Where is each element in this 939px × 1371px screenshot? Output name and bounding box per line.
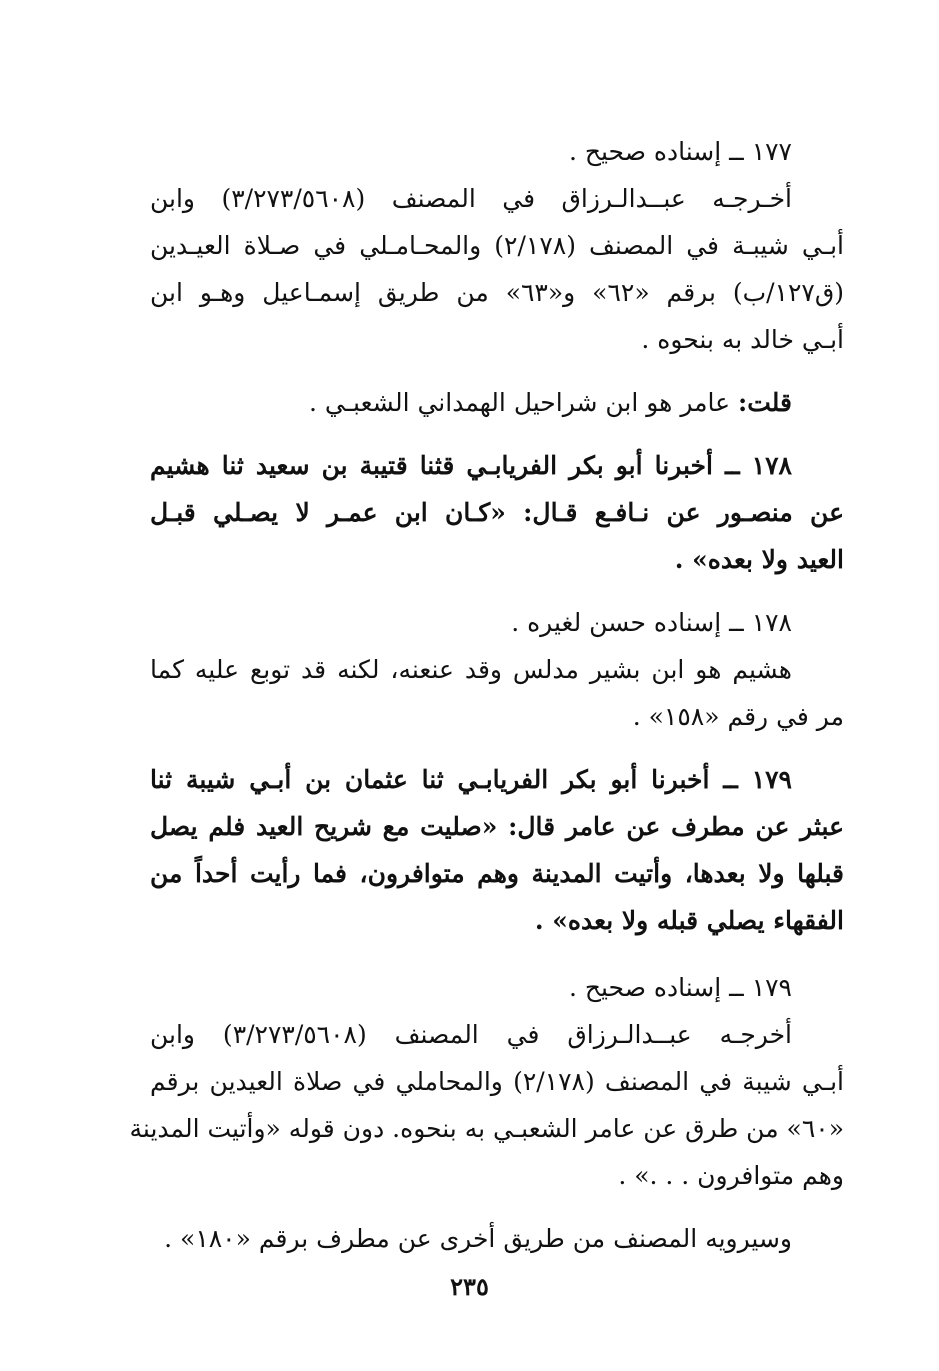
hadith-line: عن منصـور عن نـافـع قـال: «كـان ابن عمـر لا يصـلي قبـل [150,498,844,527]
note-line [150,379,844,426]
hadith-line: العيد ولا بعده» . [674,545,844,574]
text-line: وسيرويه المصنف من طريق أخرى عن مطرف برقم «١٨٠» . [164,1224,792,1253]
text-line: أخرجـه عبــدالـرزاق في المصنف (٣/٢٧٣/٥٦٠٨) وابن [150,1020,792,1049]
heading-line: ١٧٨ ــ إسناده حسن لغيره . [511,608,792,637]
text-line: وهم متوافرون . . .» . [618,1161,844,1190]
page-number: ٢٣٥ [450,1272,489,1301]
commentary-178 [150,599,844,740]
heading-line: ١٧٧ ــ إسناده صحيح . [568,137,792,166]
text-line: أخـرجـه عبــدالـرزاق في المصنف (٣/٢٧٣/٥٦٠٨) وابن [150,184,792,213]
note-lead: قلت: [737,388,792,417]
note-block [150,379,844,426]
text-line: أبـي شيبـة في المصنف (٢/١٧٨) والمحـامـلي في صـلاة العيـدين [150,231,845,260]
commentary-179 [129,964,844,1199]
note-text: عامر هو ابن شراحيل الهمداني الشعبـي . [309,388,738,417]
text-line: «٦٠» من طرق عن عامر الشعبـي به بنحوه. دون قوله «وأتيت المدينة [129,1114,844,1143]
text-line: (ق١٢٧/ب) برقم «٦٢» و«٦٣» من طريق إسمـاعيل وهـو ابن [150,278,844,307]
hadith-line: ١٧٨ ــ أخبرنا أبو بكر الفريابـي قثنا قتيبة بن سعيد ثنا هشيم [150,451,792,480]
hadith-line: الفقهاء يصلي قبله ولا بعده» . [534,906,844,935]
hadith-line: قبلها ولا بعدها، وأتيت المدينة وهم متوافرون، فما رأيت أحداً من [150,859,844,888]
heading-line: ١٧٩ ــ إسناده صحيح . [568,973,792,1002]
hadith-line: ١٧٩ ــ أخبرنا أبو بكر الفريابـي ثنا عثمان بن أبـي شيبة ثنا [150,765,792,794]
closing-remark [150,1215,844,1262]
commentary-177 [150,128,844,363]
page-body [129,128,845,1262]
text-line: أبـي شيبة في المصنف (٢/١٧٨) والمحاملي في صلاة العيدين برقم [150,1067,844,1096]
text-line: مر في رقم «١٥٨» . [632,702,844,731]
text-line: هشيم هو ابن بشير مدلس وقد عنعنه، لكنه قد توبع عليه كما [150,655,792,684]
hadith-line: عبثر عن مطرف عن عامر قال: «صليت مع شريح العيد فلم يصل [150,812,844,841]
text-line: أبـي خالد به بنحوه . [641,325,844,354]
hadith-178 [150,442,844,583]
hadith-179 [150,756,844,944]
